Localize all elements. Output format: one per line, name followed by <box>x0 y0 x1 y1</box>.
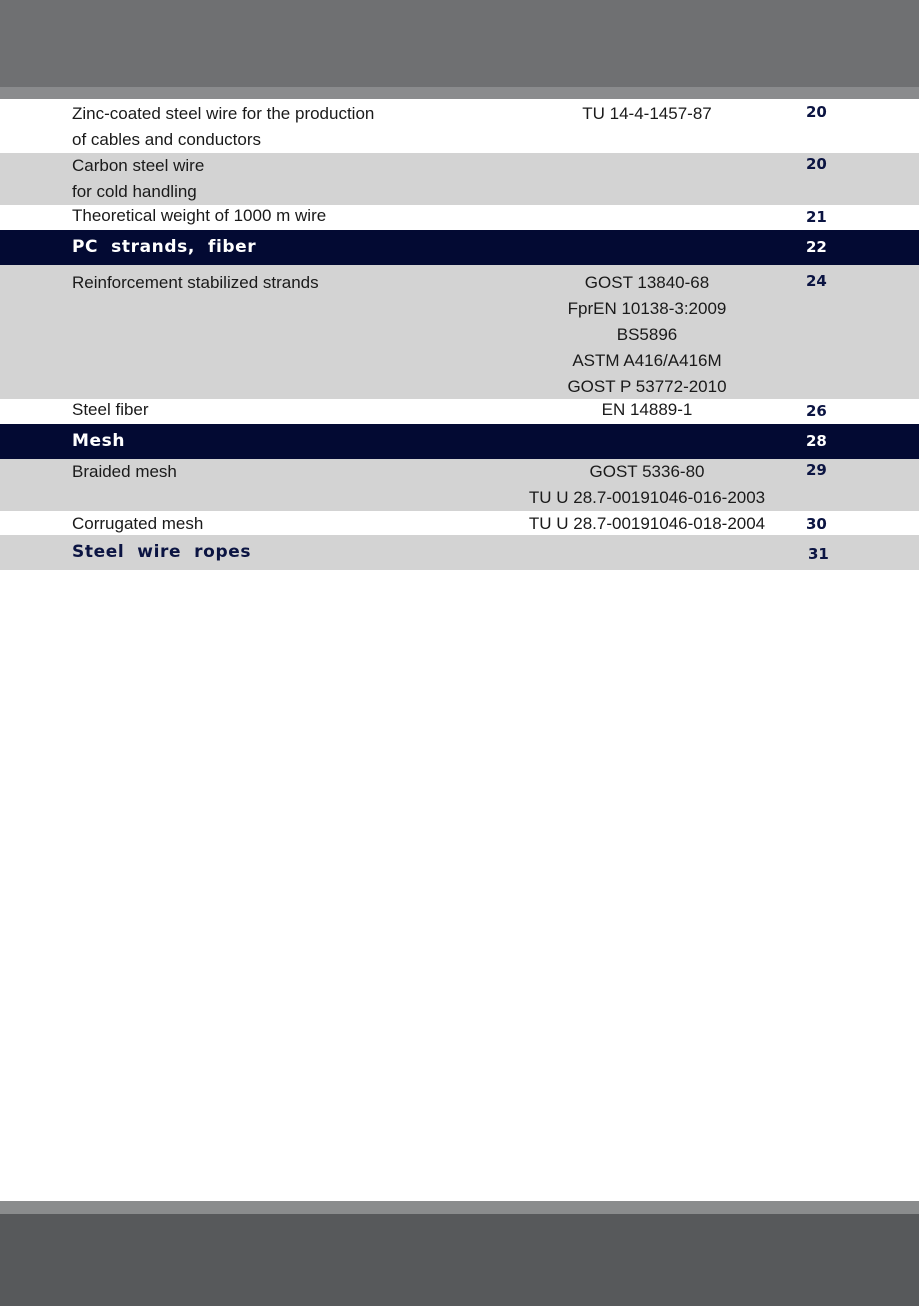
section-page-number: 28 <box>806 432 827 450</box>
toc-entry-page-number: 29 <box>806 461 827 479</box>
toc-entry-title-line: Carbon steel wire <box>72 156 205 175</box>
footer-stripe <box>0 1201 919 1214</box>
toc-row <box>0 101 919 153</box>
toc-entry-standards <box>505 459 789 511</box>
toc-entry-page-number: 26 <box>806 402 827 420</box>
toc-entry-title <box>72 270 319 296</box>
toc-row <box>0 459 919 511</box>
header-band <box>0 0 919 87</box>
toc-row <box>0 265 919 399</box>
footer-band <box>0 1214 919 1306</box>
toc-section-header <box>0 535 919 570</box>
toc-section-header <box>0 230 919 265</box>
toc-entry-standard: EN 14889-1 <box>601 400 693 419</box>
toc-entry-title-line: Theoretical weight of 1000 m wire <box>72 206 327 225</box>
toc-entry-standard: GOST 5336-80 <box>589 462 705 481</box>
toc-entry-title-line: for cold handling <box>72 182 197 201</box>
toc-row <box>0 153 919 205</box>
toc-entry-standard: GOST 13840-68 <box>584 273 710 292</box>
toc-entry-standards <box>505 511 789 537</box>
toc-row <box>0 399 919 424</box>
toc-entry-standard: TU 14-4-1457-87 <box>582 104 712 123</box>
toc-entry-page-number: 20 <box>806 155 827 173</box>
toc-entry-standard: TU U 28.7-00191046-018-2004 <box>528 514 766 533</box>
toc-entry-title-line: Braided mesh <box>72 462 177 481</box>
toc-entry-title <box>72 511 203 537</box>
toc-entry-standard: TU U 28.7-00191046-016-2003 <box>528 488 766 507</box>
toc-entry-title-line: Steel fiber <box>72 400 149 419</box>
toc-entry-title <box>72 101 374 153</box>
table-of-contents <box>0 101 919 570</box>
toc-entry-title-line: Zinc-coated steel wire for the production <box>72 104 375 123</box>
toc-entry-standard: FprEN 10138-3:2009 <box>567 299 727 318</box>
toc-entry-standards <box>505 397 789 423</box>
toc-entry-page-number: 24 <box>806 272 827 290</box>
toc-row <box>0 205 919 230</box>
toc-entry-title <box>72 397 149 423</box>
toc-entry-standard: ASTM A416/A416M <box>572 351 722 370</box>
toc-entry-title <box>72 153 204 205</box>
toc-section-header <box>0 424 919 459</box>
toc-entry-page-number: 20 <box>806 103 827 121</box>
toc-entry-title-line: Corrugated mesh <box>72 514 204 533</box>
section-page-number: 22 <box>806 238 827 256</box>
toc-entry-title-line: of cables and conductors <box>72 130 262 149</box>
section-title: Steel wire ropes <box>72 542 252 562</box>
toc-entry-standard: BS5896 <box>616 325 678 344</box>
section-title: PC strands, fiber <box>72 237 257 257</box>
toc-entry-standards <box>505 101 789 127</box>
section-title: Mesh <box>72 431 126 451</box>
toc-entry-title <box>72 203 326 229</box>
toc-entry-page-number: 30 <box>806 515 827 533</box>
toc-entry-page-number: 21 <box>806 208 827 226</box>
header-stripe <box>0 87 919 99</box>
toc-row <box>0 511 919 535</box>
toc-entry-title-line: Reinforcement stabilized strands <box>72 273 319 292</box>
toc-entry-standard: GOST P 53772-2010 <box>567 377 727 396</box>
toc-entry-standards <box>505 270 789 400</box>
section-page-number: 31 <box>808 545 829 563</box>
toc-entry-title <box>72 459 177 485</box>
